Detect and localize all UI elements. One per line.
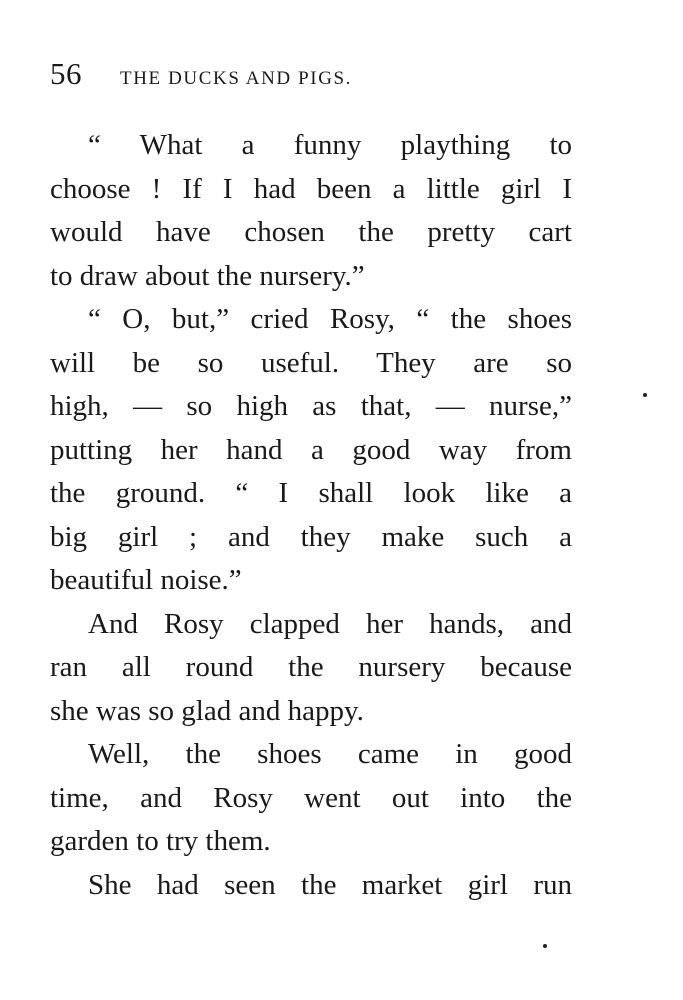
text-line: high, — so high as that, — nurse,” <box>50 390 572 422</box>
text-line: choose ! If I had been a little girl I <box>50 172 572 205</box>
text-line: big girl ; and they make such a <box>50 520 572 553</box>
page-number: 56 <box>50 56 82 91</box>
text-line: beautiful noise.” <box>50 564 242 596</box>
text-line: And Rosy clapped her hands, and <box>88 607 572 640</box>
text-line: would have chosen the pretty cart <box>50 216 572 248</box>
text-line: garden to try them. <box>50 825 271 857</box>
body-text <box>50 124 572 907</box>
text-line: time, and Rosy went out into the <box>50 781 572 814</box>
text-line: putting her hand a good way from <box>50 433 572 466</box>
print-speck <box>643 393 647 397</box>
page-header <box>50 56 580 96</box>
text-line: “ O, but,” cried Rosy, “ the shoes <box>88 303 572 335</box>
running-title: THE DUCKS AND PIGS. <box>120 68 353 89</box>
text-line: will be so useful. They are so <box>50 346 572 379</box>
text-line: ran all round the nursery because <box>50 651 572 683</box>
text-line: the ground. “ I shall look like a <box>50 477 572 509</box>
text-line: She had seen the market girl run <box>88 868 572 901</box>
text-line: “ What a funny plaything to <box>88 129 572 161</box>
text-line: to draw about the nursery.” <box>50 259 365 292</box>
text-line: Well, the shoes came in good <box>88 738 572 770</box>
print-speck <box>543 944 547 948</box>
text-line: she was so glad and happy. <box>50 694 364 727</box>
